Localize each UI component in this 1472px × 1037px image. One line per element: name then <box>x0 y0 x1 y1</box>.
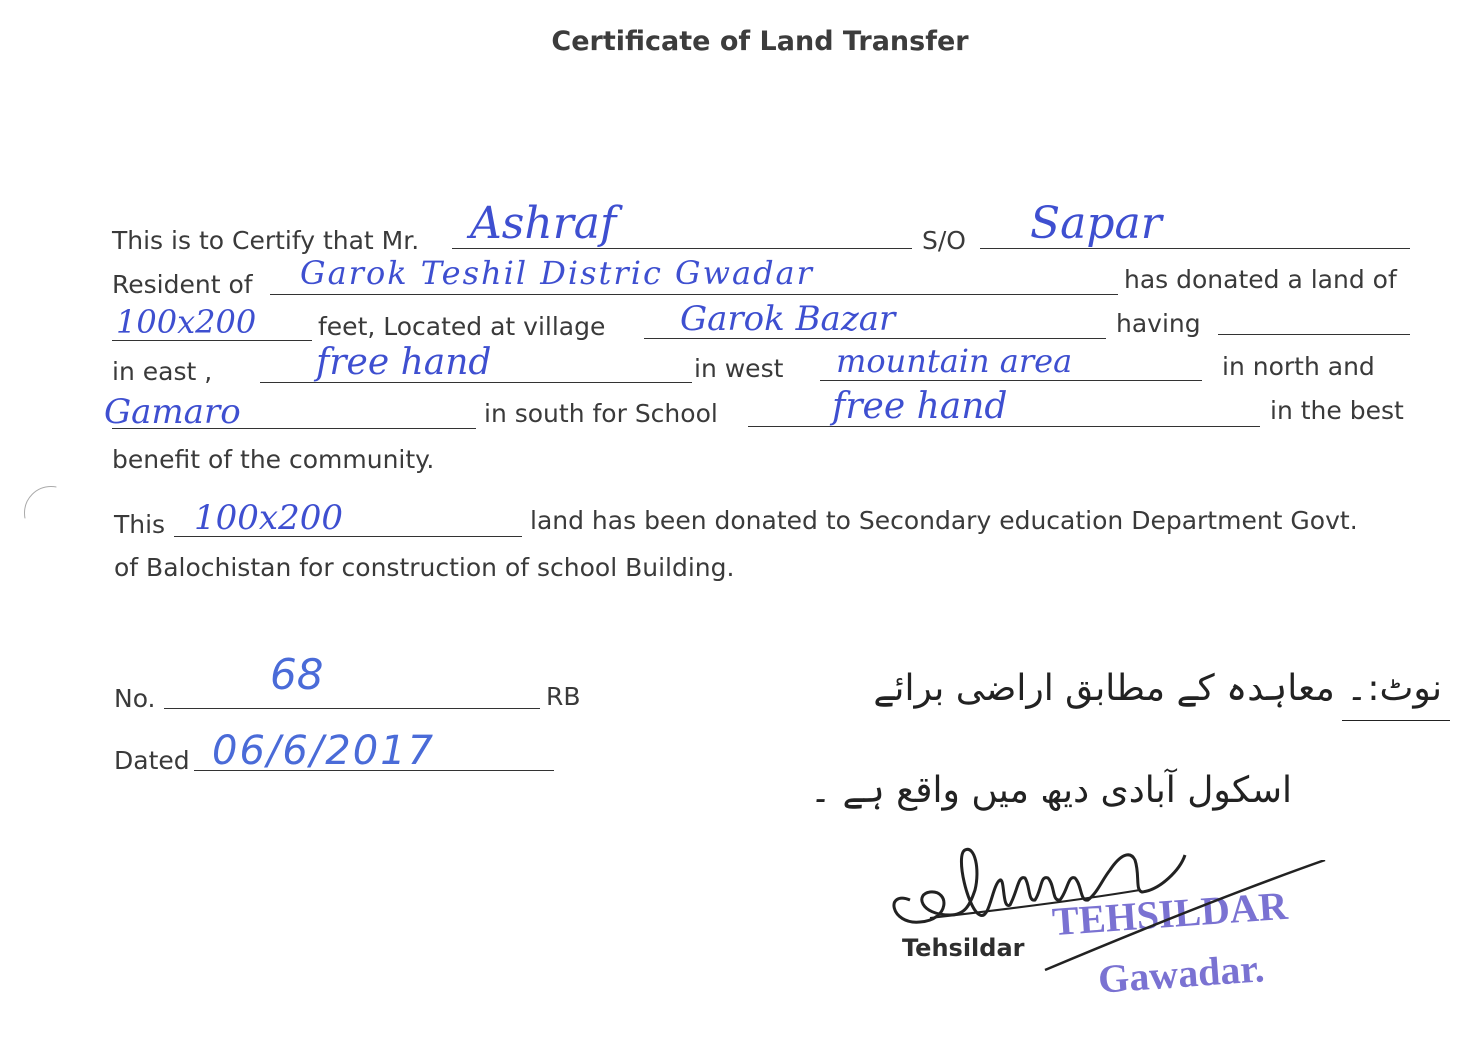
label-dated: Dated <box>114 746 190 775</box>
handwritten-father: Sapar <box>1030 198 1162 249</box>
stamp-line-2: Gawadar. <box>1096 945 1266 1002</box>
document-title: Certificate of Land Transfer <box>551 26 969 57</box>
label-having: having <box>1116 309 1201 338</box>
label-tehsildar: Tehsildar <box>902 934 1025 962</box>
handwritten-date: 06/6/2017 <box>212 728 436 774</box>
label-balochistan: of Balochistan for construction of school Building. <box>114 553 735 582</box>
punch-hole-mark <box>24 486 78 540</box>
handwritten-village: Garok Bazar <box>680 299 896 339</box>
urdu-note-underline <box>1342 720 1450 721</box>
label-no: No. <box>114 684 156 713</box>
blank-line-west <box>820 380 1202 381</box>
label-feet-located: feet, Located at village <box>318 312 606 341</box>
handwritten-land: 100x200 <box>194 498 343 538</box>
label-rb: RB <box>546 682 581 711</box>
label-donated-dept: land has been donated to Secondary education Department Govt. <box>530 506 1358 535</box>
handwritten-west: mountain area <box>836 342 1073 380</box>
label-so: S/O <box>922 226 966 255</box>
handwritten-east: free hand <box>316 342 492 383</box>
label-in-north: in north and <box>1222 352 1375 381</box>
label-benefit: benefit of the community. <box>112 445 435 474</box>
urdu-note-line-2: اسکول آبادی دیھ میں واقع ہے ۔ <box>809 770 1292 811</box>
urdu-note-line-1: نوٹ:۔ معاہدہ کے مطابق اراضی برائے <box>873 668 1442 709</box>
label-in-best: in the best <box>1270 396 1404 425</box>
stamp-line-1: TEHSILDAR <box>1050 882 1289 945</box>
handwritten-size: 100x200 <box>116 303 257 341</box>
label-this: This <box>114 510 166 539</box>
label-resident-of: Resident of <box>112 270 253 299</box>
blank-line-resident <box>270 294 1118 295</box>
label-in-west: in west <box>694 354 784 383</box>
label-donated: has donated a land of <box>1124 265 1397 294</box>
handwritten-resident: Garok Teshil Distric Gwadar <box>300 254 814 292</box>
blank-line-no <box>164 708 540 709</box>
label-certify: This is to Certify that Mr. <box>112 226 420 255</box>
handwritten-name: Ashraf <box>470 198 617 249</box>
handwritten-school: free hand <box>832 386 1008 427</box>
stamp-strike-line <box>1040 860 1340 980</box>
label-in-south: in south for School <box>484 399 718 428</box>
handwritten-south: Gamaro <box>104 392 241 432</box>
blank-line-having <box>1218 334 1410 335</box>
handwritten-number: 68 <box>270 650 324 699</box>
label-in-east: in east , <box>112 357 213 386</box>
